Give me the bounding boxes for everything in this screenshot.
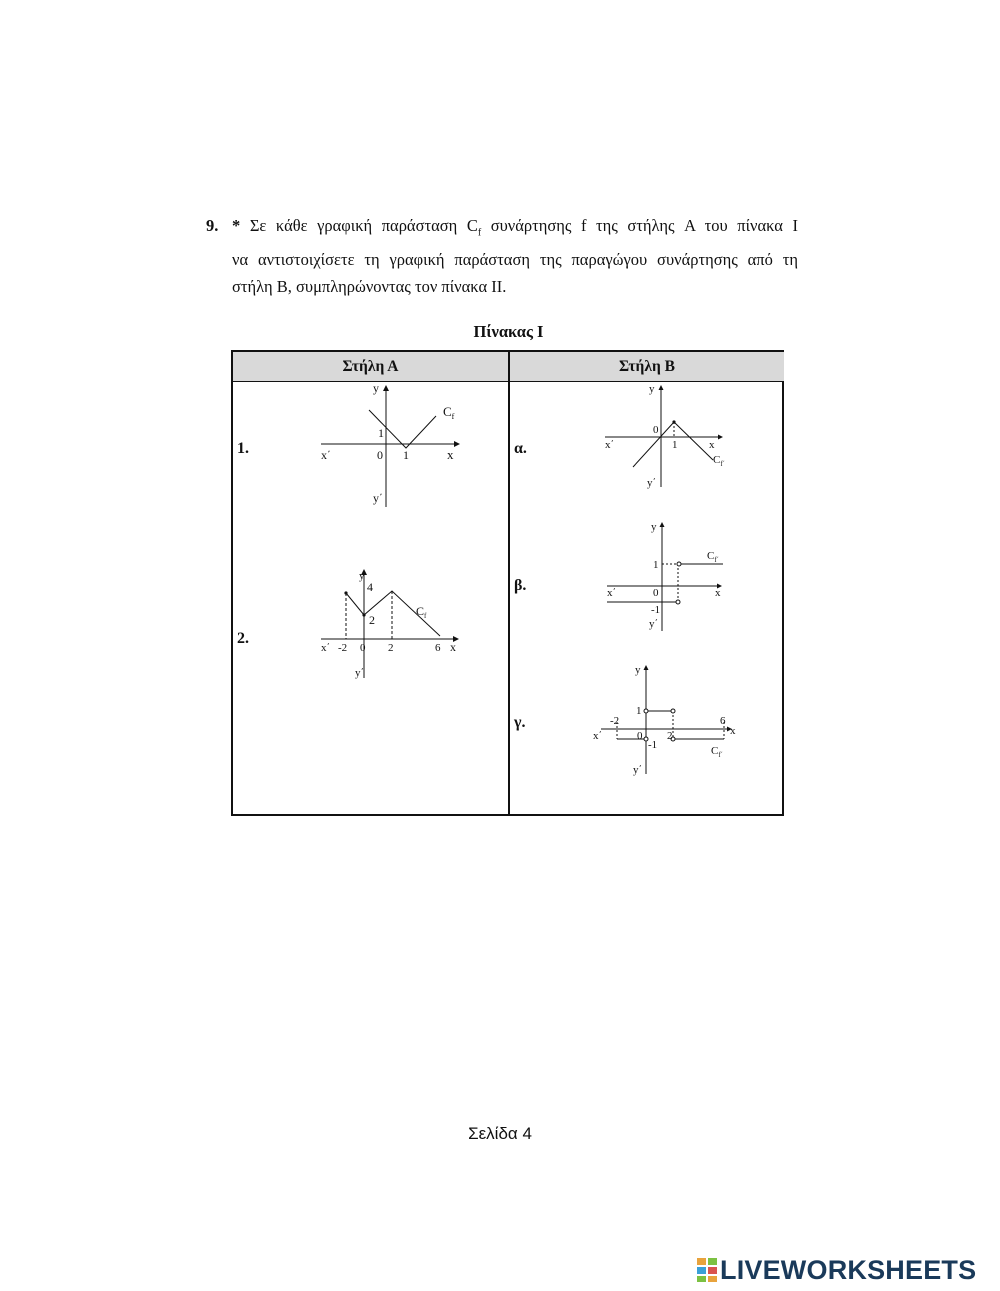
label-zero: 0 <box>653 424 659 436</box>
graph-2 <box>313 564 473 684</box>
label-four: 4 <box>367 580 373 594</box>
label-one-x: 1 <box>403 448 409 462</box>
label-cf: $C_f$ <box>443 404 455 421</box>
label-cf: $C_{f΄}$ <box>711 745 724 759</box>
label-cf: $C_f$ <box>416 604 427 620</box>
label-beta: β. <box>514 577 527 594</box>
label-m2: -2 <box>338 642 348 654</box>
label-m2: -2 <box>610 715 620 727</box>
question-line-3: στήλη Β, συμπληρώνοντας τον πίνακα ΙΙ. <box>232 277 507 297</box>
graph-beta <box>599 519 739 634</box>
column-a-header: Στήλη Α <box>233 352 508 382</box>
label-y: y <box>635 664 641 676</box>
label-zero: 0 <box>360 642 366 654</box>
label-yp: y΄ <box>355 667 365 679</box>
logo-text: LIVEWORKSHEETS <box>720 1254 977 1285</box>
graph-gamma <box>593 662 743 777</box>
label-one: 1 <box>672 439 678 451</box>
label-xp: x΄ <box>605 439 615 451</box>
label-gamma: γ. <box>514 714 526 731</box>
label-xp: x΄ <box>321 448 331 462</box>
label-one: 1 <box>653 559 659 571</box>
label-y: y <box>359 570 365 582</box>
question-line-2: να αντιστοιχίσετε τη γραφική παράσταση της παραγώγου συνάρτησης από τη <box>232 250 798 270</box>
label-two-y: 2 <box>369 613 375 627</box>
label-y: y <box>373 381 379 395</box>
label-yp: y΄ <box>633 764 643 776</box>
label-2: 2. <box>237 630 249 647</box>
label-cf: $C_{f΄}$ <box>707 550 720 564</box>
label-x: x <box>715 587 721 599</box>
label-p6: 6 <box>435 642 441 654</box>
matching-table <box>231 350 784 816</box>
label-xp: x΄ <box>321 642 331 654</box>
point-0-2 <box>362 613 365 616</box>
label-m1: -1 <box>648 739 658 751</box>
graph-1 <box>313 382 473 512</box>
label-yp: y΄ <box>649 618 659 630</box>
label-yp: y΄ <box>373 491 383 505</box>
question-line-1: * Σε κάθε γραφική παράσταση $C_f$ συνάρτησης f της στήλης A του πίνακα I <box>232 216 799 239</box>
logo-blocks-icon <box>696 1257 718 1283</box>
open-point-lower <box>676 600 680 604</box>
label-alpha: α. <box>514 440 527 457</box>
column-b-header: Στήλη Β <box>510 352 784 382</box>
label-1: 1. <box>237 440 249 457</box>
open-point-upper <box>677 562 681 566</box>
label-x: x <box>447 447 454 462</box>
question-text <box>232 212 798 300</box>
question-number: 9. <box>206 216 219 235</box>
label-x: x <box>709 439 715 451</box>
label-one-y: 1 <box>378 426 384 440</box>
label-p6: 6 <box>720 715 726 727</box>
label-y: y <box>651 521 657 533</box>
graph-alpha <box>597 382 737 494</box>
label-y: y <box>649 383 655 395</box>
label-p2: 2 <box>667 730 673 742</box>
column-divider <box>508 352 510 814</box>
label-xp: x΄ <box>593 730 603 742</box>
label-one: 1 <box>636 705 642 717</box>
label-x: x <box>730 725 736 737</box>
label-zero: 0 <box>637 730 643 742</box>
liveworksheets-logo[interactable] <box>696 1255 976 1285</box>
label-cf: $C_{f΄}$ <box>713 454 726 468</box>
label-p2: 2 <box>388 642 394 654</box>
page-number: Σελίδα 4 <box>468 1124 532 1143</box>
label-xp: x΄ <box>607 587 617 599</box>
open-point-a <box>644 709 648 713</box>
label-zero: 0 <box>377 448 383 462</box>
open-point-b <box>671 709 675 713</box>
label-m1: -1 <box>651 604 661 616</box>
peak <box>672 420 675 423</box>
question-star: * <box>232 216 241 235</box>
label-yp: y΄ <box>647 477 657 489</box>
label-zero: 0 <box>653 587 659 599</box>
table-title: Πίνακας Ι <box>473 322 544 341</box>
label-x: x <box>450 640 456 654</box>
